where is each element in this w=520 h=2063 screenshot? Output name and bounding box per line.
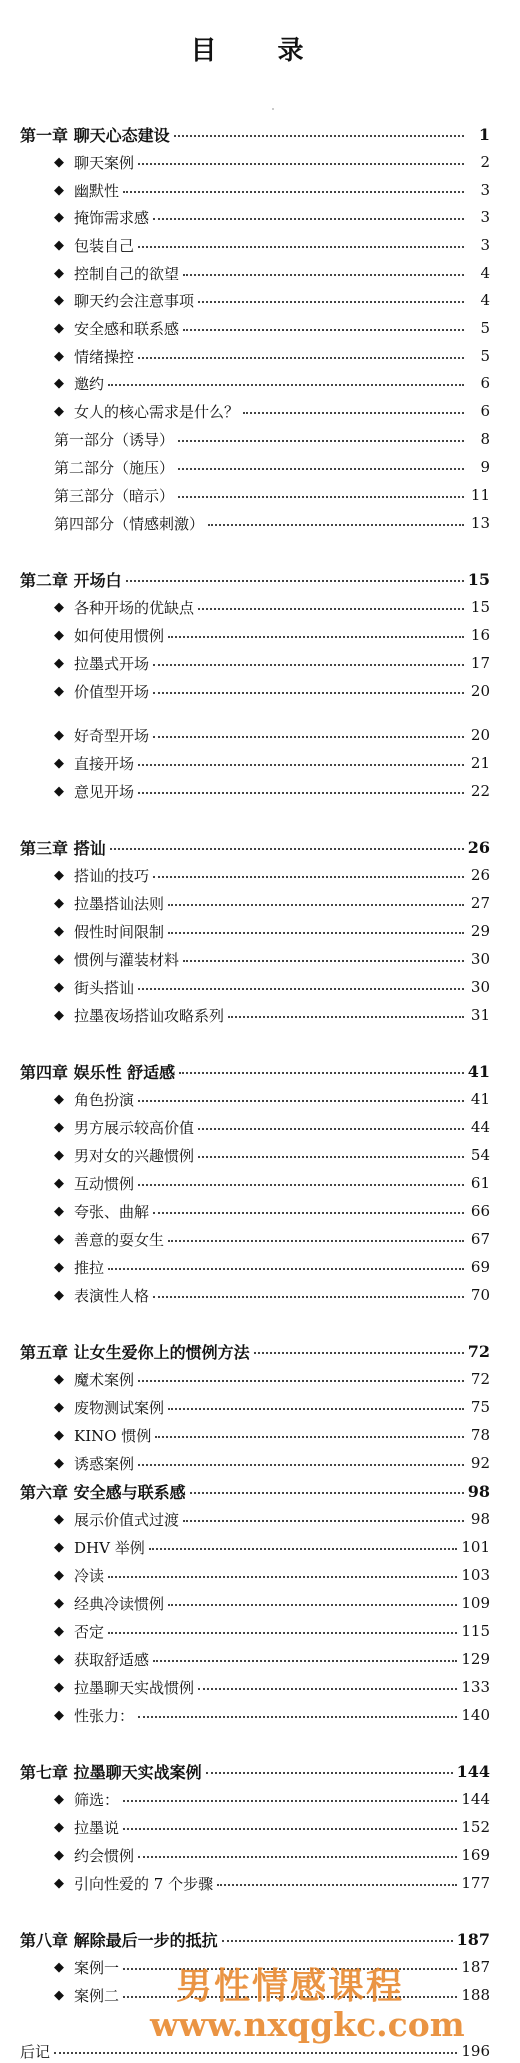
- toc-page-number: 187: [461, 1958, 490, 1976]
- toc-entry-title: 幽默性: [74, 181, 120, 200]
- toc-page-number: 30: [470, 950, 490, 968]
- toc-entry-title: 如何使用惯例: [74, 626, 165, 645]
- toc-chapter-row[interactable]: [20, 1927, 490, 1951]
- dot-leader: [243, 408, 464, 414]
- diamond-bullet-icon: ◆: [54, 1399, 64, 1415]
- dot-leader: [155, 1432, 464, 1438]
- diamond-bullet-icon: ◆: [54, 320, 64, 336]
- toc-page-number: 115: [461, 1622, 490, 1640]
- toc-entry-title: 展示价值式过渡: [74, 1510, 180, 1529]
- dot-leader: [123, 1796, 457, 1802]
- toc-page-number: 66: [470, 1202, 490, 1220]
- diamond-bullet-icon: ◆: [54, 1455, 64, 1471]
- toc-entry-row[interactable]: [54, 1843, 490, 1867]
- toc-entry-row[interactable]: [54, 427, 490, 451]
- toc-page-number: 101: [461, 1538, 490, 1556]
- toc-entry-title: 废物测试案例: [74, 1398, 165, 1417]
- dot-leader: [183, 956, 464, 962]
- diamond-bullet-icon: ◆: [54, 1427, 64, 1443]
- toc-entry-title: 男对女的兴趣惯例: [74, 1146, 195, 1165]
- toc-entry-title: 第四部分（情感刺激）: [54, 514, 205, 533]
- dot-leader: [183, 1516, 464, 1522]
- toc-page-number: 196: [461, 2042, 490, 2060]
- diamond-bullet-icon: ◆: [54, 182, 64, 198]
- toc-page-number: 98: [470, 1510, 490, 1528]
- toc-entry-row[interactable]: [54, 399, 490, 423]
- toc-entry-title: 案例二: [74, 1986, 120, 2005]
- toc-page-number: 20: [470, 726, 490, 744]
- toc-entry-title: 案例一: [74, 1958, 120, 1977]
- toc-entry-row[interactable]: [54, 344, 490, 368]
- toc-page-number: 1: [478, 124, 490, 144]
- diamond-bullet-icon: ◆: [54, 1287, 64, 1303]
- dot-leader: [178, 492, 464, 498]
- toc-entry-row[interactable]: [54, 1591, 490, 1615]
- toc-entry-title: 角色扮演: [74, 1090, 135, 1109]
- dot-leader: [153, 732, 464, 738]
- toc-page-number: 109: [461, 1594, 490, 1612]
- toc-page-number: 103: [461, 1566, 490, 1584]
- toc-page-number: 3: [480, 236, 490, 254]
- toc-entry-row[interactable]: [54, 1003, 490, 1027]
- toc-entry-row[interactable]: [54, 483, 490, 507]
- diamond-bullet-icon: ◆: [54, 1371, 64, 1387]
- toc-page-number: 11: [470, 486, 490, 504]
- toc-entry-row[interactable]: [54, 1087, 490, 1111]
- dot-leader: [108, 1628, 457, 1634]
- diamond-bullet-icon: ◆: [54, 655, 64, 671]
- diamond-bullet-icon: ◆: [54, 1847, 64, 1863]
- diamond-bullet-icon: ◆: [54, 1007, 64, 1023]
- toc-entry-title: 各种开场的优缺点: [74, 598, 195, 617]
- dot-leader: [138, 1180, 464, 1186]
- toc-page-number: 140: [461, 1706, 490, 1724]
- toc-entry-title: 第一部分（诱导）: [54, 430, 175, 449]
- diamond-bullet-icon: ◆: [54, 1875, 64, 1891]
- dot-leader: [168, 900, 464, 906]
- toc-entry-title: 拉墨说: [74, 1818, 120, 1837]
- dot-leader: [153, 214, 464, 220]
- toc-entry-row[interactable]: [54, 233, 490, 257]
- toc-entry-title: 邀约: [74, 374, 105, 393]
- toc-page-number: 8: [480, 430, 490, 448]
- diamond-bullet-icon: ◆: [54, 209, 64, 225]
- toc-page-number: 169: [461, 1846, 490, 1864]
- toc-page-number: 67: [470, 1230, 490, 1248]
- toc-page-number: 13: [470, 514, 490, 532]
- toc-entry-row[interactable]: [54, 511, 490, 535]
- dot-leader: [54, 2048, 457, 2054]
- toc-page-number: 92: [470, 1454, 490, 1472]
- diamond-bullet-icon: ◆: [54, 1959, 64, 1975]
- toc-entry-row[interactable]: [54, 623, 490, 647]
- toc-entry-row[interactable]: [54, 1647, 490, 1671]
- diamond-bullet-icon: ◆: [54, 683, 64, 699]
- toc-entry-row[interactable]: [54, 1423, 490, 1447]
- toc-page-number: 21: [470, 754, 490, 772]
- toc-entry-row[interactable]: [54, 1787, 490, 1811]
- dot-leader: [168, 928, 464, 934]
- diamond-bullet-icon: ◆: [54, 1231, 64, 1247]
- toc-entry-row[interactable]: [54, 1255, 490, 1279]
- diamond-bullet-icon: ◆: [54, 1987, 64, 2003]
- dot-leader: [228, 1012, 464, 1018]
- dot-leader: [190, 1488, 464, 1494]
- dot-leader: [198, 604, 464, 610]
- toc-page-number: 26: [470, 866, 490, 884]
- toc-page-number: 54: [470, 1146, 490, 1164]
- dot-leader: [138, 1096, 464, 1102]
- toc-chapter-row[interactable]: [20, 1479, 490, 1503]
- toc-entry-row[interactable]: [54, 1563, 490, 1587]
- dot-leader: [138, 353, 464, 359]
- toc-entry-row[interactable]: [54, 651, 490, 675]
- dot-leader: [178, 436, 464, 442]
- dot-leader: [174, 131, 464, 137]
- toc-entry-title: 互动惯例: [74, 1174, 135, 1193]
- diamond-bullet-icon: ◆: [54, 1259, 64, 1275]
- dot-leader: [183, 325, 464, 331]
- toc-entry-title: 聊天案例: [74, 153, 135, 172]
- diamond-bullet-icon: ◆: [54, 1679, 64, 1695]
- toc-entry-title: 获取舒适感: [74, 1650, 150, 1669]
- toc-entry-title: 第六章 安全感与联系感: [20, 1482, 186, 1502]
- toc-entry-row[interactable]: [54, 863, 490, 887]
- dot-leader: [108, 1572, 457, 1578]
- toc-entry-row[interactable]: [54, 1395, 490, 1419]
- toc-page-number: 26: [467, 837, 490, 857]
- toc-entry-row[interactable]: [54, 316, 490, 340]
- toc-page-number: 15: [467, 569, 490, 589]
- toc-page-number: 144: [461, 1790, 490, 1808]
- diamond-bullet-icon: ◆: [54, 265, 64, 281]
- toc-entry-title: 第七章 拉墨聊天实战案例: [20, 1762, 202, 1782]
- dot-leader: [138, 159, 464, 165]
- dot-leader: [138, 1712, 457, 1718]
- toc-page-number: 69: [470, 1258, 490, 1276]
- toc-entry-title: 安全感和联系感: [74, 319, 180, 338]
- watermark-url: www.nxqgkc.com: [150, 2005, 465, 2044]
- toc-entry-row[interactable]: [54, 1451, 490, 1475]
- diamond-bullet-icon: ◆: [54, 1203, 64, 1219]
- toc-entry-title: 包装自己: [74, 236, 135, 255]
- toc-entry-title: KINO 惯例: [74, 1426, 152, 1445]
- dot-leader: [198, 297, 464, 303]
- diamond-bullet-icon: ◆: [54, 1175, 64, 1191]
- dot-leader: [168, 1236, 464, 1242]
- dot-leader: [198, 1684, 457, 1690]
- dot-leader: [153, 1656, 457, 1662]
- toc-entry-row[interactable]: [54, 1199, 490, 1223]
- toc-entry-row[interactable]: [54, 1143, 490, 1167]
- dot-leader: [198, 1124, 464, 1130]
- toc-entry-row[interactable]: [54, 455, 490, 479]
- toc-page-number: 129: [461, 1650, 490, 1668]
- toc-page-number: 41: [467, 1061, 490, 1081]
- toc-page-number: 29: [470, 922, 490, 940]
- toc-page-number: 3: [480, 181, 490, 199]
- diamond-bullet-icon: ◆: [54, 867, 64, 883]
- toc-entry-title: 第三部分（暗示）: [54, 486, 175, 505]
- toc-entry-title: 冷读: [74, 1566, 105, 1585]
- toc-entry-title: 意见开场: [74, 782, 135, 801]
- page-title: 目 录: [190, 36, 330, 66]
- toc-page-number: 27: [470, 894, 490, 912]
- toc-entry-title: 魔术案例: [74, 1370, 135, 1389]
- diamond-bullet-icon: ◆: [54, 1091, 64, 1107]
- toc-entry-row[interactable]: [54, 947, 490, 971]
- dot-leader: [206, 1768, 453, 1774]
- toc-page-number: 98: [467, 1481, 490, 1501]
- toc-entry-title: 善意的耍女生: [74, 1230, 165, 1249]
- toc-entry-title: 聊天约会注意事项: [74, 291, 195, 310]
- dot-leader: [138, 984, 464, 990]
- toc-entry-title: 夸张、曲解: [74, 1202, 150, 1221]
- dot-leader: [138, 1460, 464, 1466]
- diamond-bullet-icon: ◆: [54, 292, 64, 308]
- dot-leader: [123, 187, 464, 193]
- toc-page-number: 70: [470, 1286, 490, 1304]
- toc-entry-title: 掩饰需求感: [74, 208, 150, 227]
- toc-entry-title: 直接开场: [74, 754, 135, 773]
- dot-leader: [138, 788, 464, 794]
- toc-entry-title: 街头搭讪: [74, 978, 135, 997]
- dot-leader: [168, 1404, 464, 1410]
- toc-entry-title: 拉墨夜场搭讪攻略系列: [74, 1006, 225, 1025]
- dot-leader: [108, 1264, 464, 1270]
- diamond-bullet-icon: ◆: [54, 1707, 64, 1723]
- toc-entry-row[interactable]: [54, 205, 490, 229]
- toc-page-number: 152: [461, 1818, 490, 1836]
- toc-entry-title: 否定: [74, 1622, 105, 1641]
- diamond-bullet-icon: ◆: [54, 727, 64, 743]
- toc-page-number: 4: [480, 291, 490, 309]
- toc-entry-title: 筛选：: [74, 1790, 120, 1809]
- diamond-bullet-icon: ◆: [54, 1651, 64, 1667]
- diamond-bullet-icon: ◆: [54, 895, 64, 911]
- toc-page-number: 9: [480, 458, 490, 476]
- toc-entry-title: 情绪操控: [74, 347, 135, 366]
- dot-leader: [153, 660, 464, 666]
- diamond-bullet-icon: ◆: [54, 951, 64, 967]
- toc-page-number: 31: [470, 1006, 490, 1024]
- toc-page-number: 78: [470, 1426, 490, 1444]
- toc-entry-row[interactable]: [54, 288, 490, 312]
- toc-entry-title: 好奇型开场: [74, 726, 150, 745]
- toc-entry-title: 控制自己的欲望: [74, 264, 180, 283]
- toc-entry-title: 拉墨式开场: [74, 654, 150, 673]
- dot-leader: [217, 1880, 457, 1886]
- toc-entry-row[interactable]: [54, 150, 490, 174]
- watermark-text: 男性情感课程: [176, 1966, 405, 2007]
- toc-entry-row[interactable]: [54, 919, 490, 943]
- toc-page-number: 16: [470, 626, 490, 644]
- toc-entry-row[interactable]: [54, 595, 490, 619]
- toc-entry-title: 男方展示较高价值: [74, 1118, 195, 1137]
- toc-entry-row[interactable]: [54, 723, 490, 747]
- toc-entry-title: 拉墨聊天实战惯例: [74, 1678, 195, 1697]
- toc-entry-title: 惯例与灌装材料: [74, 950, 180, 969]
- toc-page-number: 72: [467, 1341, 490, 1361]
- toc-page-number: 3: [480, 208, 490, 226]
- toc-chapter-row[interactable]: [20, 567, 490, 591]
- toc-entry-title: 引向性爱的 7 个步骤: [74, 1874, 214, 1893]
- diamond-bullet-icon: ◆: [54, 1623, 64, 1639]
- dot-leader: [178, 464, 464, 470]
- dot-leader: [108, 380, 464, 386]
- toc-entry-title: 女人的核心需求是什么？: [74, 402, 240, 421]
- diamond-bullet-icon: ◆: [54, 154, 64, 170]
- diamond-bullet-icon: ◆: [54, 599, 64, 615]
- toc-entry-row[interactable]: [54, 679, 490, 703]
- diamond-bullet-icon: ◆: [54, 1511, 64, 1527]
- diamond-bullet-icon: ◆: [54, 923, 64, 939]
- toc-entry-title: 性张力：: [74, 1706, 135, 1725]
- toc-page-number: 133: [461, 1678, 490, 1696]
- diamond-bullet-icon: ◆: [54, 403, 64, 419]
- toc-page-number: 188: [461, 1986, 490, 2004]
- toc-entry-row[interactable]: [54, 1871, 490, 1895]
- toc-entry-title: 经典冷读惯例: [74, 1594, 165, 1613]
- diamond-bullet-icon: ◆: [54, 1791, 64, 1807]
- toc-entry-row[interactable]: [54, 1675, 490, 1699]
- toc-page-number: 61: [470, 1174, 490, 1192]
- toc-entry-row[interactable]: [54, 975, 490, 999]
- toc-entry-row[interactable]: [54, 1367, 490, 1391]
- toc-entry-row[interactable]: [54, 1283, 490, 1307]
- toc-page-number: 187: [456, 1929, 490, 1949]
- dot-leader: [138, 1852, 457, 1858]
- toc-entry-row[interactable]: [54, 1227, 490, 1251]
- toc-page-number: 72: [470, 1370, 490, 1388]
- toc-page-number: 5: [480, 347, 490, 365]
- toc-page-number: 144: [456, 1761, 490, 1781]
- toc-entry-row[interactable]: [54, 1507, 490, 1531]
- dot-leader: [149, 1544, 458, 1550]
- toc-entry-row[interactable]: [54, 1115, 490, 1139]
- diamond-bullet-icon: ◆: [54, 1147, 64, 1163]
- toc-entry-title: 第八章 解除最后一步的抵抗: [20, 1930, 218, 1950]
- diamond-bullet-icon: ◆: [54, 627, 64, 643]
- toc-entry-row[interactable]: [54, 1535, 490, 1559]
- toc-entry-title: 假性时间限制: [74, 922, 165, 941]
- toc-entry-title: 推拉: [74, 1258, 105, 1277]
- toc-entry-title: 第二部分（施压）: [54, 458, 175, 477]
- dot-leader: [126, 576, 464, 582]
- toc-page-number: 75: [470, 1398, 490, 1416]
- dot-leader: [110, 844, 464, 850]
- toc-entry-title: 第二章 开场白: [20, 570, 122, 590]
- toc-chapter-row[interactable]: [20, 1059, 490, 1083]
- toc-page-number: 44: [470, 1118, 490, 1136]
- diamond-bullet-icon: ◆: [54, 1595, 64, 1611]
- toc-page-number: 5: [480, 319, 490, 337]
- toc-entry-title: DHV 举例: [74, 1538, 145, 1557]
- dot-leader: [183, 270, 464, 276]
- toc-chapter-row[interactable]: [20, 1759, 490, 1783]
- diamond-bullet-icon: ◆: [54, 1567, 64, 1583]
- toc-entry-title: 第三章 搭讪: [20, 838, 106, 858]
- toc-entry-title: 后记: [20, 2042, 51, 2061]
- dot-leader: [153, 1292, 464, 1298]
- toc-entry-title: 第四章 娱乐性 舒适感: [20, 1062, 176, 1082]
- toc-entry-title: 第五章 让女生爱你上的惯例方法: [20, 1342, 250, 1362]
- toc-entry-title: 诱惑案例: [74, 1454, 135, 1473]
- toc-entry-row[interactable]: [54, 779, 490, 803]
- dot-leader: [222, 1936, 453, 1942]
- toc-entry-row[interactable]: [54, 751, 490, 775]
- dot-leader: [168, 632, 464, 638]
- diamond-bullet-icon: ◆: [54, 348, 64, 364]
- toc-chapter-row[interactable]: [20, 122, 490, 146]
- toc-entry-title: 价值型开场: [74, 682, 150, 701]
- toc-page-number: 2: [480, 153, 490, 171]
- diamond-bullet-icon: ◆: [54, 237, 64, 253]
- toc-page-number: 6: [480, 402, 490, 420]
- toc-chapter-row[interactable]: [20, 1339, 490, 1363]
- diamond-bullet-icon: ◆: [54, 783, 64, 799]
- toc-entry-title: 约会惯例: [74, 1846, 135, 1865]
- toc-entry-row[interactable]: [54, 1619, 490, 1643]
- dot-leader: [198, 1152, 464, 1158]
- toc-entry-title: 第一章 聊天心态建设: [20, 125, 170, 145]
- toc-page-number: 4: [480, 264, 490, 282]
- diamond-bullet-icon: ◆: [54, 1819, 64, 1835]
- dot-leader: [123, 1824, 457, 1830]
- dot-leader: [138, 242, 464, 248]
- toc-page-number: 6: [480, 374, 490, 392]
- toc-entry-row[interactable]: [54, 261, 490, 285]
- toc-entry-title: 表演性人格: [74, 1286, 150, 1305]
- toc-chapter-row[interactable]: [20, 835, 490, 859]
- dot-leader: [138, 760, 464, 766]
- toc-page-number: 17: [470, 654, 490, 672]
- toc-page-number: 30: [470, 978, 490, 996]
- toc-page-number: 15: [470, 598, 490, 616]
- toc-entry-row[interactable]: [54, 178, 490, 202]
- toc-page-number: 177: [461, 1874, 490, 1892]
- diamond-bullet-icon: ◆: [54, 755, 64, 771]
- toc-entry-row[interactable]: [54, 891, 490, 915]
- diamond-bullet-icon: ◆: [54, 1539, 64, 1555]
- dot-leader: [153, 688, 464, 694]
- dot-leader: [254, 1348, 464, 1354]
- dot-leader: [168, 1600, 457, 1606]
- dot-leader: [179, 1068, 464, 1074]
- dot-leader: [208, 520, 464, 526]
- dot-leader: [138, 1376, 464, 1382]
- diamond-bullet-icon: ◆: [54, 979, 64, 995]
- toc-page-number: 20: [470, 682, 490, 700]
- toc-entry-row[interactable]: [54, 1815, 490, 1839]
- toc-entry-row[interactable]: [54, 371, 490, 395]
- toc-entry-row[interactable]: [54, 1703, 490, 1727]
- toc-entry-row[interactable]: [54, 1171, 490, 1195]
- toc-page-number: 41: [470, 1090, 490, 1108]
- diamond-bullet-icon: ◆: [54, 375, 64, 391]
- toc-entry-title: 搭讪的技巧: [74, 866, 150, 885]
- toc-page-number: 22: [470, 782, 490, 800]
- diamond-bullet-icon: ◆: [54, 1119, 64, 1135]
- dot-leader: [153, 1208, 464, 1214]
- toc-entry-title: 拉墨搭讪法则: [74, 894, 165, 913]
- dot-leader: [153, 872, 464, 878]
